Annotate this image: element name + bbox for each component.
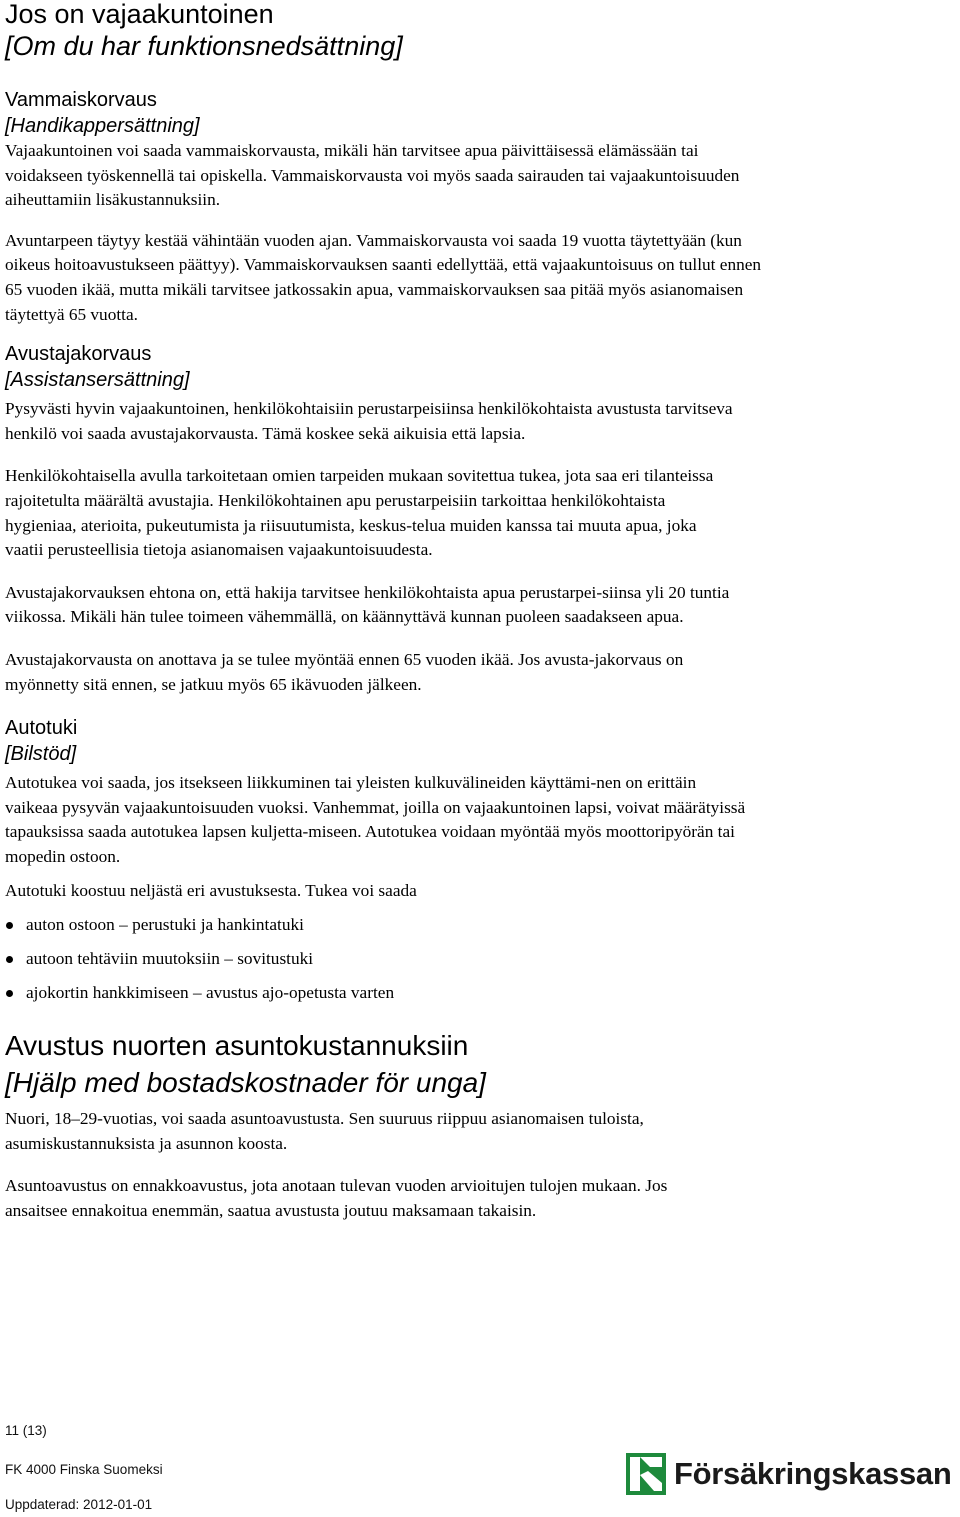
paragraph: Autotukea voi saada, jos itsekseen liikkuminen tai yleisten kulkuvälineiden käyttämi-nen on erittäin vaikeaa pysyvän vajaakuntoisuuden vuoksi. Vanhemmat, joilla on vajaakuntoinen lapsi, voivat määrätyissä tapauksissa saada autotukea lapsen kuljetta-miseen. Autotukea voidaan myöntää myös moottoripyörän tai mopedin ostoon. bbox=[5, 773, 746, 866]
logo-text: Försäkringskassan bbox=[674, 1456, 952, 1491]
list-item bbox=[5, 947, 950, 981]
section-title-fi: Avustus nuorten asuntokustannuksiin bbox=[5, 1030, 469, 1062]
section-title-youth-housing bbox=[5, 1027, 950, 1101]
list-item-text: ajokortin hankkimiseen – avustus ajo-opetusta varten bbox=[26, 983, 395, 1003]
bullet-icon bbox=[6, 956, 13, 963]
paragraph: Vajaakuntoinen voi saada vammaiskorvausta, mikäli hän tarvitsee apua päivittäisessä elämässään tai voidakseen työskennellä tai opiskella. Vammaiskorvausta voi myös saada sairauden tai vajaakuntoisuuden aiheuttamiin lisäkustannuksiin. bbox=[5, 141, 740, 210]
section-title-sv: [Hjälp med bostadskostnader för unga] bbox=[5, 1067, 486, 1099]
bullet-icon bbox=[6, 922, 13, 929]
subsection-title-autotuki bbox=[5, 715, 950, 767]
subsection-title-sv: [Assistansersättning] bbox=[5, 369, 190, 392]
list-item-text: auton ostoon – perustuki ja hankintatuki bbox=[26, 915, 304, 935]
paragraph: Asuntoavustus on ennakkoavustus, jota anotaan tulevan vuoden arvioitujen tulojen mukaan. Jos ansaitsee ennakoitua enemmän, saatua avustusta joutuu maksamaan takaisin. bbox=[5, 1176, 668, 1220]
paragraph: Pysyvästi hyvin vajaakuntoinen, henkilökohtaisiin perustarpeisiinsa henkilökohtaista avustusta tarvitseva henkilö voi saada avustajakorvausta. Tämä koskee sekä aikuisia että lapsia. bbox=[5, 399, 733, 443]
updated-date: Uppdaterad: 2012-01-01 bbox=[5, 1497, 153, 1512]
section-title-disability bbox=[5, 0, 950, 62]
list-item bbox=[5, 913, 950, 947]
paragraph: Avustajakorvauksen ehtona on, että hakija tarvitsee henkilökohtaista apua perustarpei-siinsa yli 20 tuntia viikossa. Mikäli hän tulee toimeen vähemmällä, on käännyttävä kunnan puoleen saadakseen apua. bbox=[5, 582, 730, 627]
list-item-text: autoon tehtäviin muutoksiin – sovitustuki bbox=[26, 949, 314, 969]
section-title-fi: Jos on vajaakuntoinen bbox=[5, 0, 274, 29]
form-code: FK 4000 Finska Suomeksi bbox=[5, 1462, 163, 1477]
page-number: 11 (13) bbox=[5, 1423, 47, 1438]
subsection-title-fi: Vammaiskorvaus bbox=[5, 89, 157, 111]
section-title-sv: [Om du har funktionsnedsättning] bbox=[5, 31, 403, 61]
list-item bbox=[5, 981, 950, 1015]
bullet-icon bbox=[6, 990, 13, 997]
forsakringskassan-logo bbox=[626, 1451, 956, 1497]
subsection-title-fi: Autotuki bbox=[5, 717, 78, 740]
document-page bbox=[5, 0, 950, 1223]
paragraph: Avuntarpeen täytyy kestää vähintään vuoden ajan. Vammaiskorvausta voi saada 19 vuotta täytettyään (kun oikeus hoitoavustukseen päättyy). Vammaiskorvauksen saanti edellyttää, että vajaakuntoisuus on tullut ennen 65 vuoden ikää, mutta mikäli tarvitsee jatkossakin apua, vammaiskorvauksen saa pitää myös asianomaisen täytettyä 65 vuotta. bbox=[5, 230, 762, 324]
paragraph: Nuori, 18–29-vuotias, voi saada asuntoavustusta. Sen suuruus riippuu asianomaisen tuloista, asumiskustannuksista ja asunnon koosta. bbox=[5, 1109, 644, 1153]
paragraph: Avustajakorvausta on anottava ja se tulee myöntää ennen 65 vuoden ikää. Jos avusta-jakorvaus on myönnetty sitä ennen, se jatkuu myös 65 ikävuoden jälkeen. bbox=[5, 649, 684, 694]
subsection-title-sv: [Handikappersättning] bbox=[5, 115, 200, 137]
paragraph: Autotuki koostuu neljästä eri avustuksesta. Tukea voi saada bbox=[5, 881, 417, 901]
subsection-title-sv: [Bilstöd] bbox=[5, 743, 77, 766]
logo-mark-icon bbox=[626, 1453, 666, 1495]
subsection-title-vammaiskorvaus bbox=[5, 87, 950, 139]
bullet-list bbox=[5, 913, 950, 1015]
paragraph: Henkilökohtaisella avulla tarkoitetaan omien tarpeiden mukaan sovitettua tukea, jota saa eri tilanteissa rajoitetulta määrältä avustajia. Henkilökohtainen apu perustarpeisiin tarkoittaa henkilökohtaista hygieniaa, aterioita, pukeutumista ja riisuutumista, keskus-telua muiden kanssa tai muuta apua, joka vaatii perusteellisia tietoja asianomaisen vajaakuntoisuudesta. bbox=[5, 466, 714, 560]
subsection-title-fi: Avustajakorvaus bbox=[5, 343, 152, 366]
subsection-title-avustajakorvaus bbox=[5, 341, 950, 393]
